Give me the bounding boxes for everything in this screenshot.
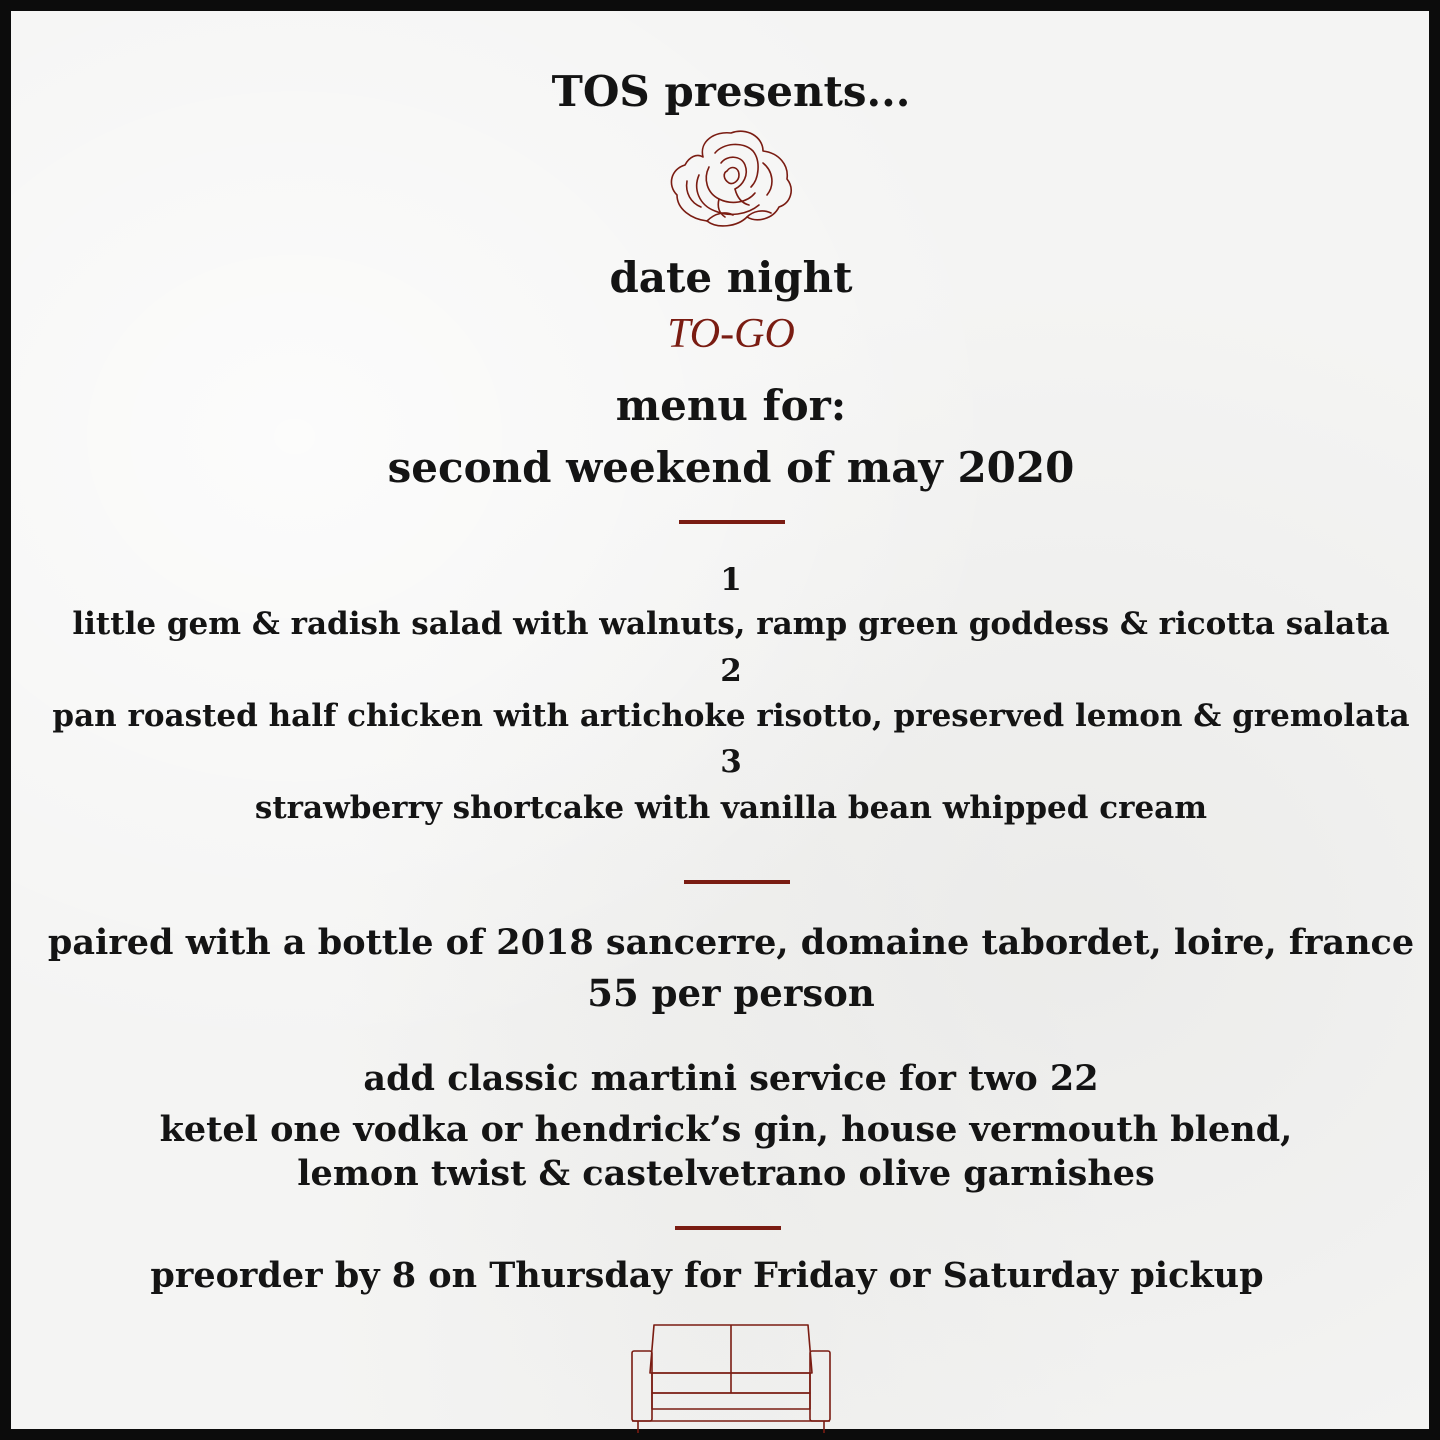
divider xyxy=(684,880,790,884)
course-dish: pan roasted half chicken with artichoke risotto, preserved lemon & gremolata xyxy=(52,698,1410,734)
divider xyxy=(679,520,785,524)
menu-for-label: menu for: xyxy=(615,381,847,430)
subtitle: TO-GO xyxy=(667,311,795,357)
price: 55 per person xyxy=(587,971,875,1015)
title: date night xyxy=(609,253,853,302)
sofa-icon xyxy=(628,1321,834,1437)
course-number: 2 xyxy=(720,653,742,689)
divider xyxy=(675,1226,781,1230)
menu-period: second weekend of may 2020 xyxy=(387,443,1075,492)
course-dish: strawberry shortcake with vanilla bean whipped cream xyxy=(254,790,1208,826)
martini-addon-title: add classic martini service for two 22 xyxy=(363,1058,1099,1099)
wine-pairing: paired with a bottle of 2018 sancerre, domaine tabordet, loire, france xyxy=(47,922,1415,963)
course-number: 3 xyxy=(720,744,742,780)
presenter-heading: TOS presents... xyxy=(551,67,911,116)
rose-icon xyxy=(663,123,801,235)
preorder-note: preorder by 8 on Thursday for Friday or Saturday pickup xyxy=(150,1255,1264,1296)
course-number: 1 xyxy=(720,562,742,598)
martini-addon-detail: ketel one vodka or hendrick’s gin, house vermouth blend, xyxy=(159,1109,1293,1150)
course-dish: little gem & radish salad with walnuts, ramp green goddess & ricotta salata xyxy=(72,606,1390,642)
martini-addon-detail: lemon twist & castelvetrano olive garnishes xyxy=(297,1153,1155,1194)
